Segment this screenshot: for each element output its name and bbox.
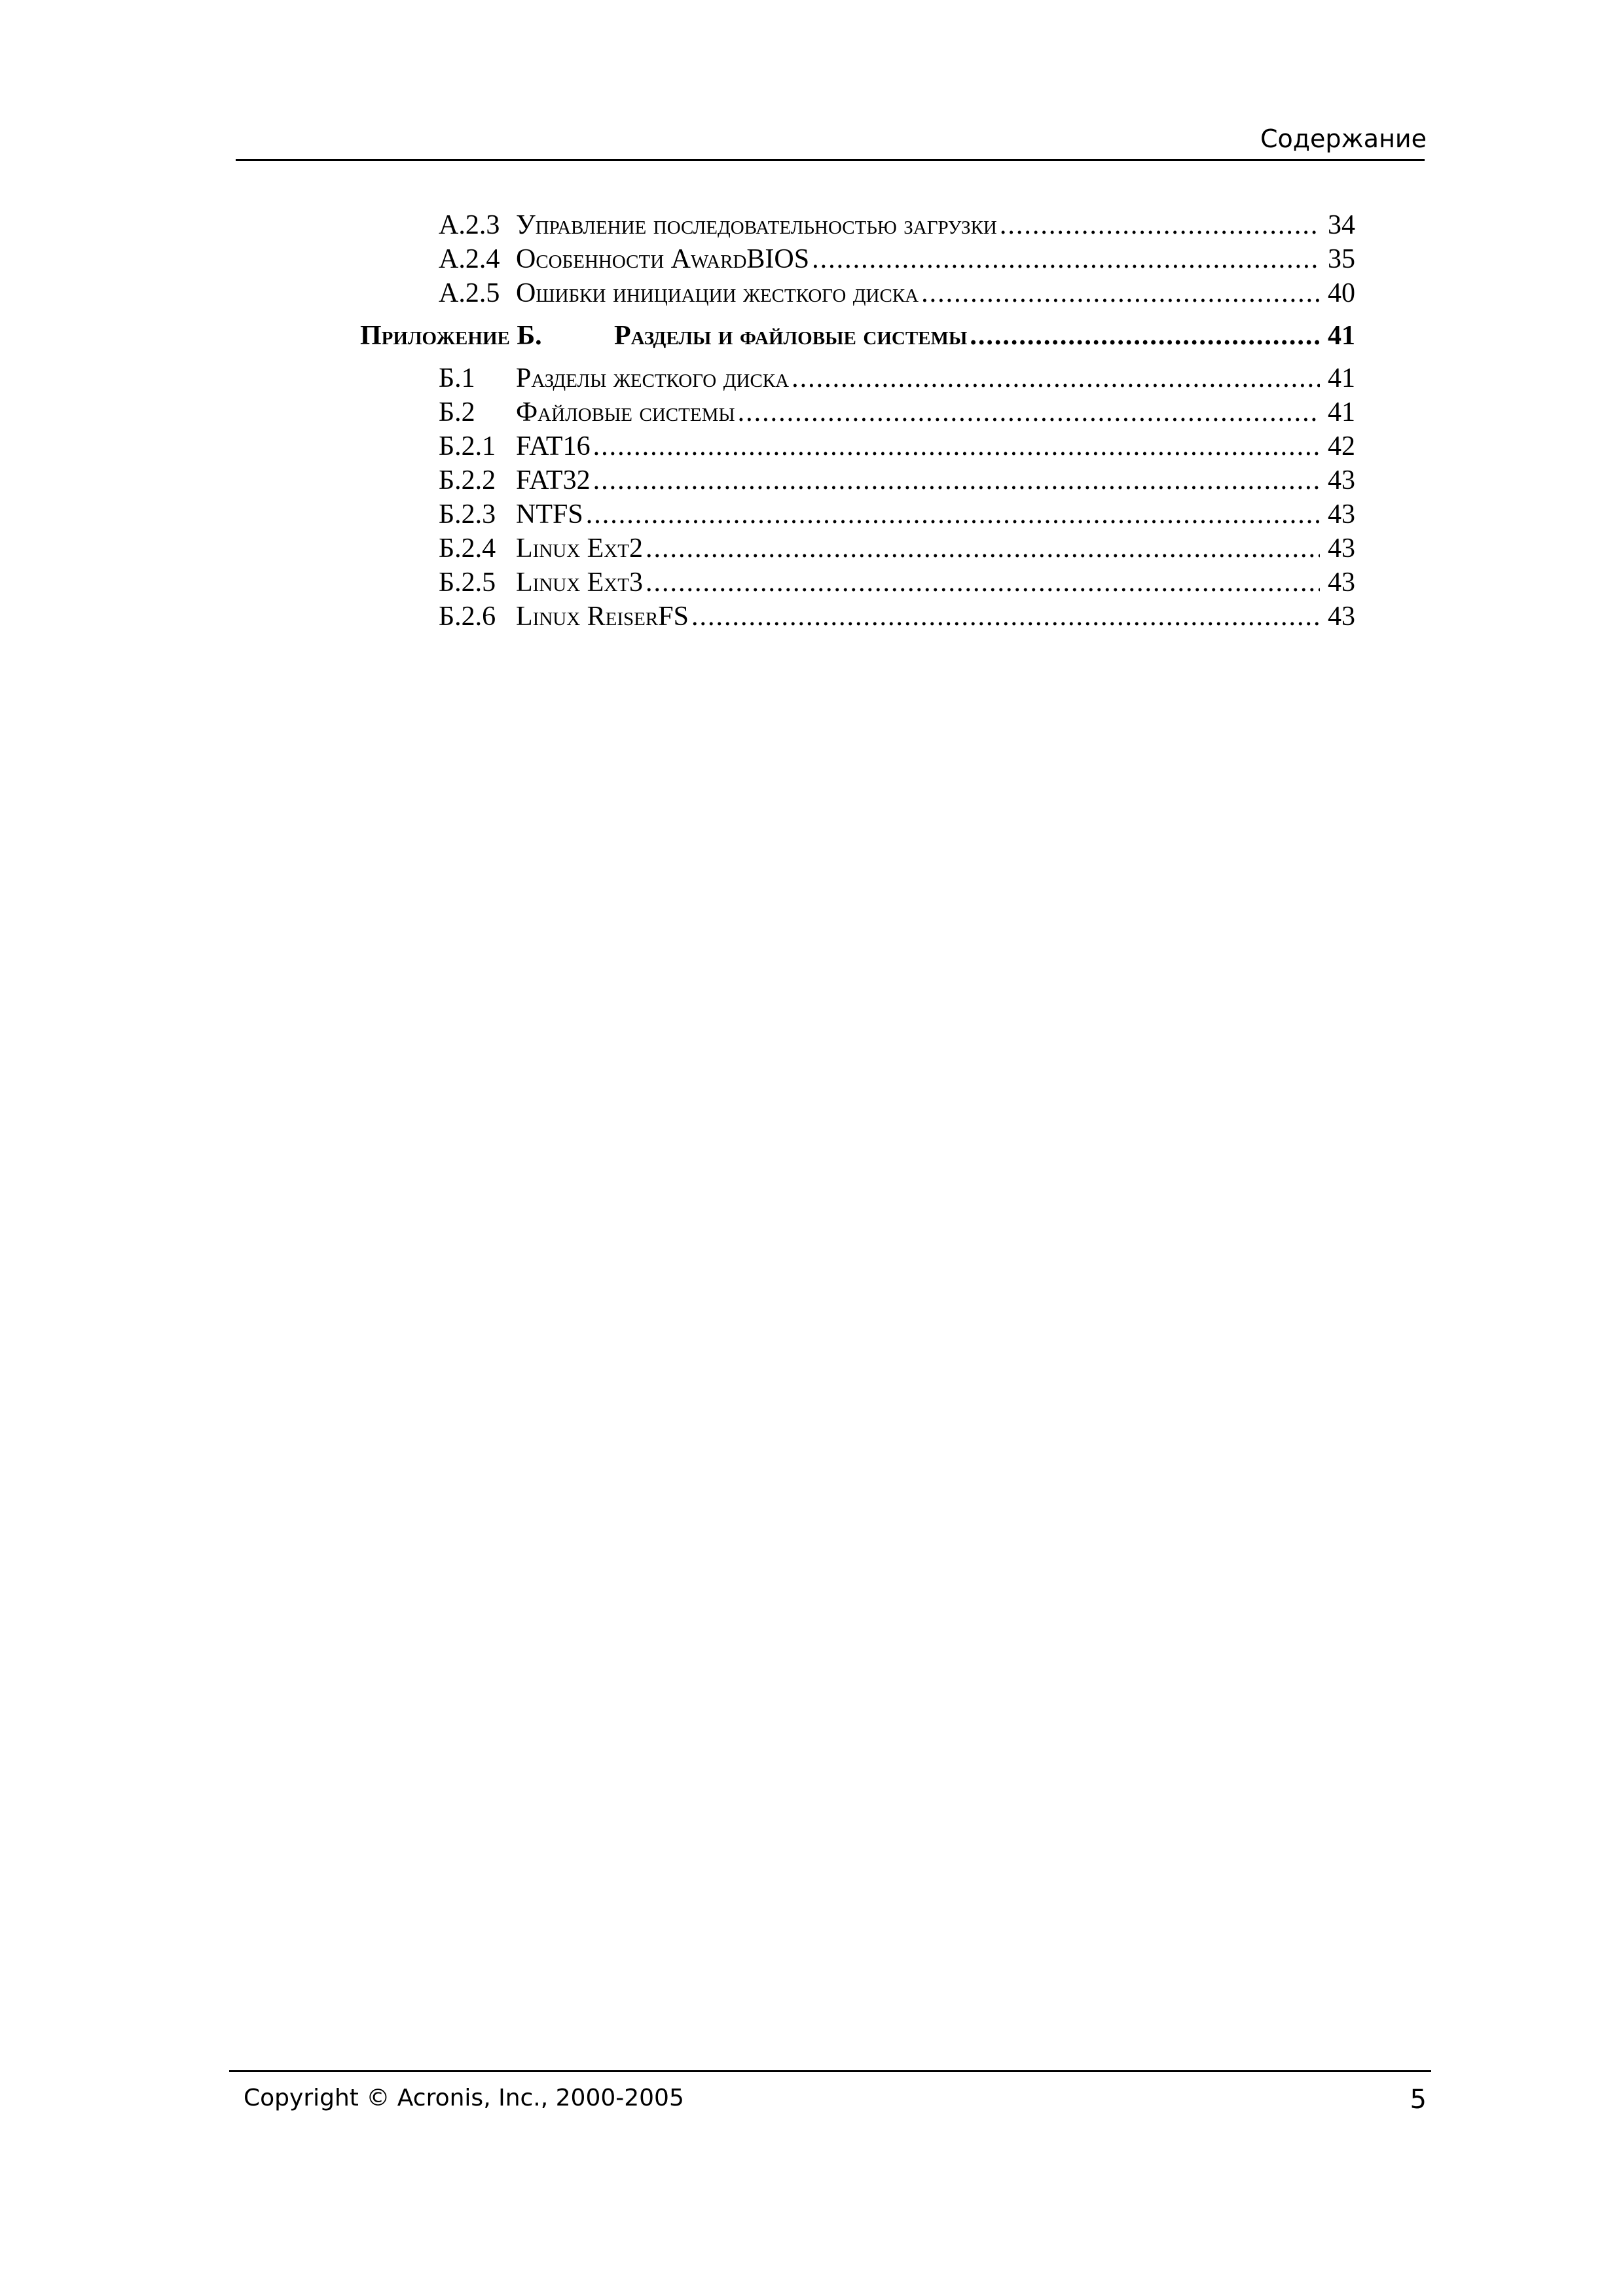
toc-entry-number: А.2.4 xyxy=(439,244,500,274)
footer-divider xyxy=(229,2070,1431,2072)
toc-entry-page: 35 xyxy=(1328,244,1355,274)
footer-copyright: Copyright © Acronis, Inc., 2000-2005 xyxy=(244,2085,684,2111)
toc-entry-page: 34 xyxy=(1328,210,1355,240)
toc-entry-b-2-3[interactable] xyxy=(360,497,1355,531)
toc-entry-page: 43 xyxy=(1328,465,1355,495)
toc-entry-title: FAT32 xyxy=(516,465,591,495)
toc-entry-b-2-5[interactable] xyxy=(360,565,1355,600)
toc-entry-b-2-6[interactable] xyxy=(360,600,1355,634)
toc-leader-dots xyxy=(970,315,1320,356)
toc-leader-dots xyxy=(593,463,1320,497)
toc-entry-page: 43 xyxy=(1328,601,1355,632)
toc-entry-number: А.2.3 xyxy=(439,210,500,240)
toc-leader-dots xyxy=(738,395,1320,429)
toc-entry-number: Б.2.2 xyxy=(439,465,496,495)
toc-entry-number: Б.2.4 xyxy=(439,533,496,564)
toc-entry-a-2-4[interactable] xyxy=(360,242,1355,276)
toc-leader-dots xyxy=(646,531,1320,565)
toc-appendix-b[interactable] xyxy=(360,315,1355,356)
toc-leader-dots xyxy=(921,276,1320,310)
toc-entry-number: Б.2.1 xyxy=(439,431,496,461)
toc-entry-page: 41 xyxy=(1328,397,1355,427)
toc-entry-title: Файловые системы xyxy=(516,397,735,427)
toc-entry-page: 43 xyxy=(1328,567,1355,598)
running-header-title: Содержание xyxy=(1260,124,1427,153)
toc-entry-number: Б.2.5 xyxy=(439,567,496,598)
header-divider xyxy=(236,159,1425,161)
toc-entry-b-2-4[interactable] xyxy=(360,531,1355,565)
toc-entry-title: FAT16 xyxy=(516,431,591,461)
toc-appendix-title: Разделы и файловые системы xyxy=(614,321,968,351)
toc-leader-dots xyxy=(586,497,1320,531)
toc-entry-title: Особенности AwardBIOS xyxy=(516,244,810,274)
toc-entry-page: 40 xyxy=(1328,278,1355,308)
toc-appendix-label: Приложение Б. xyxy=(360,321,542,351)
toc-entry-number: Б.1 xyxy=(439,363,475,393)
toc-entry-b-2-1[interactable] xyxy=(360,429,1355,463)
toc-appendix-page: 41 xyxy=(1328,321,1355,351)
toc-leader-dots xyxy=(646,565,1320,600)
toc-entry-page: 41 xyxy=(1328,363,1355,393)
toc-leader-dots xyxy=(691,600,1320,634)
toc-entry-page: 42 xyxy=(1328,431,1355,461)
toc-entry-page: 43 xyxy=(1328,533,1355,564)
toc-entry-number: А.2.5 xyxy=(439,278,500,308)
toc-leader-dots xyxy=(812,242,1320,276)
toc-entry-number: Б.2.3 xyxy=(439,499,496,529)
toc-entry-number: Б.2 xyxy=(439,397,475,427)
toc-entry-title: Управление последовательностью загрузки xyxy=(516,210,997,240)
toc-leader-dots xyxy=(593,429,1320,463)
toc-entry-title: NTFS xyxy=(516,499,583,529)
toc-entry-b-2[interactable] xyxy=(360,395,1355,429)
footer-page-number: 5 xyxy=(1410,2085,1427,2115)
toc-entry-title: Ошибки инициации жесткого диска xyxy=(516,278,919,308)
toc-entry-title: Linux ReiserFS xyxy=(516,601,689,632)
toc-entry-title: Linux Ext3 xyxy=(516,567,643,598)
toc-entry-a-2-3[interactable] xyxy=(360,208,1355,242)
table-of-contents xyxy=(360,208,1355,634)
toc-entry-title: Linux Ext2 xyxy=(516,533,643,564)
toc-leader-dots xyxy=(792,361,1320,395)
toc-leader-dots xyxy=(1000,208,1320,242)
toc-entry-b-2-2[interactable] xyxy=(360,463,1355,497)
toc-entry-page: 43 xyxy=(1328,499,1355,529)
toc-entry-number: Б.2.6 xyxy=(439,601,496,632)
toc-entry-b-1[interactable] xyxy=(360,361,1355,395)
toc-entry-a-2-5[interactable] xyxy=(360,276,1355,310)
toc-entry-title: Разделы жесткого диска xyxy=(516,363,790,393)
